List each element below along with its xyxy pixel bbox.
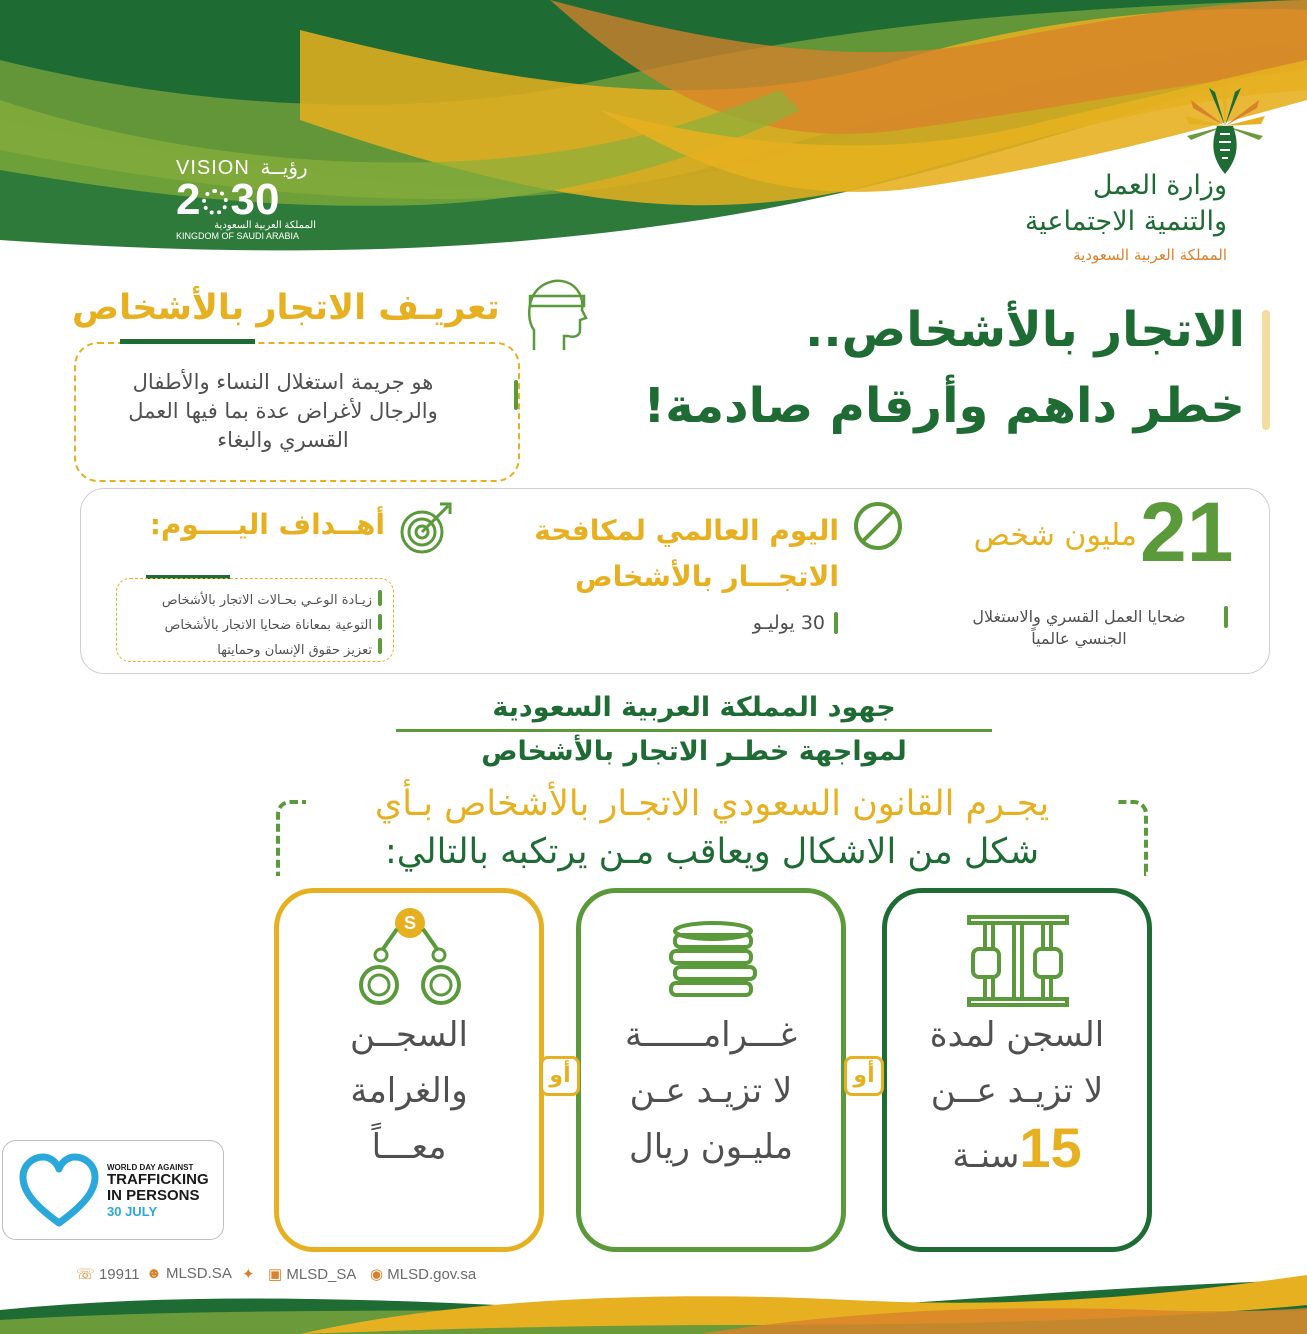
contact-website[interactable] xyxy=(370,1265,476,1283)
goal-accent-bar xyxy=(378,638,382,654)
definition-line1: هو جريمة استغلال النساء والأطفال xyxy=(132,370,434,394)
prison-line2: لا تزيـد عــن xyxy=(930,1071,1104,1111)
world-day-date: 30 يوليـو xyxy=(752,612,825,634)
efforts-divider xyxy=(396,729,992,732)
stat-description xyxy=(940,606,1218,650)
coin-symbol: S xyxy=(403,913,417,933)
contact-instagram-text: MLSD_SA xyxy=(286,1266,357,1283)
ministry-palm-logo-icon xyxy=(1180,86,1270,176)
vision-word: VISION xyxy=(176,157,250,179)
prison-bars-icon xyxy=(965,913,1071,1009)
penalty-card-fine xyxy=(576,888,846,1252)
goal-accent-bar xyxy=(378,614,382,630)
twitter-link[interactable] xyxy=(242,1265,255,1283)
head-profile-icon xyxy=(526,276,588,352)
prison-years-unit: سنـة xyxy=(952,1136,1020,1176)
blue-heart-icon xyxy=(17,1153,101,1229)
snapchat-icon: ☻ xyxy=(146,1265,162,1282)
world-day-date-accent-bar xyxy=(834,612,838,634)
goal-accent-bar xyxy=(378,590,382,606)
stat-desc-line1: ضحايا العمل القسري والاستغلال xyxy=(972,607,1186,626)
contact-instagram[interactable] xyxy=(268,1265,356,1283)
goals-title: أهــداف اليــــوم: xyxy=(149,508,385,541)
or-badge: أو xyxy=(844,1056,884,1096)
definition-line3: القسري والبغاء xyxy=(217,428,349,452)
wdat-line2: TRAFFICKING xyxy=(107,1171,209,1188)
wdat-line4: 30 JULY xyxy=(107,1204,158,1219)
prison-duration xyxy=(887,1115,1147,1180)
goal-item: التوعية بمعاناة ضحايا الاتجار بالأشخاص xyxy=(164,618,372,633)
prison-years-number: 15 xyxy=(1019,1116,1082,1179)
phone-icon: ☏ xyxy=(76,1266,95,1283)
twitter-icon: ✦ xyxy=(242,1266,255,1283)
vision-ruya: رؤيــة xyxy=(260,157,308,179)
law-line1: يجـرم القانون السعودي الاتجـار بالأشخاص بـأي xyxy=(306,784,1118,824)
title-accent-bar xyxy=(1262,310,1270,430)
stat-desc-accent-bar xyxy=(1224,606,1228,628)
coin-stack-icon xyxy=(667,921,759,1005)
efforts-line2: لمواجهة خطـر الاتجار بالأشخاص xyxy=(481,736,907,767)
main-title-line2: خطر داهم وأرقام صادمة! xyxy=(643,378,1245,434)
definition-accent-bar xyxy=(514,380,518,410)
definition-line2: والرجال لأغراض عدة بما فيها العمل xyxy=(128,399,438,423)
vision-year-b: 30 xyxy=(230,175,280,224)
goal-item: تعزيز حقوق الإنسان وحمايتها xyxy=(217,643,372,658)
stat-number: 21 xyxy=(1140,485,1234,579)
prison-line1: السجن لمدة xyxy=(929,1015,1105,1055)
ministry-name-line1: وزارة العمل xyxy=(1092,170,1227,201)
globe-icon: ◉ xyxy=(370,1266,384,1283)
wdat-text xyxy=(107,1163,209,1219)
both-line3: معـــاً xyxy=(371,1127,447,1167)
vision-english-sub: KINGDOM OF SAUDI ARABIA xyxy=(176,231,300,241)
contact-snapchat[interactable] xyxy=(146,1265,232,1282)
contact-phone-text: 19911 xyxy=(98,1266,140,1283)
instagram-icon: ▣ xyxy=(268,1266,283,1283)
ministry-country: المملكة العربية السعودية xyxy=(1073,246,1227,264)
prohibition-icon xyxy=(852,500,904,552)
goals-list xyxy=(126,588,372,663)
contact-snapchat-text: MLSD.SA xyxy=(165,1265,232,1282)
penalty-card-prison xyxy=(882,888,1152,1252)
vision-2030-logo xyxy=(176,155,316,241)
contact-phone[interactable] xyxy=(76,1265,140,1283)
fine-line3: مليـون ريال xyxy=(629,1127,793,1167)
ministry-name-line2: والتنمية الاجتماعية xyxy=(1024,206,1227,237)
both-line2: والغرامة xyxy=(350,1071,468,1111)
main-title-line1: الاتجار بالأشخاص.. xyxy=(805,302,1245,358)
fine-line1: غـــرامــــــة xyxy=(624,1015,798,1055)
world-day-title-line2: الاتجـــار بالأشخاص xyxy=(574,560,839,593)
law-line2: شكل من الاشكال ويعاقب مـن يرتكبه بالتالي: xyxy=(384,832,1040,872)
wdat-line1: WORLD DAY AGAINST xyxy=(107,1163,194,1172)
target-icon xyxy=(396,500,454,558)
vision-emblem-icon xyxy=(202,189,228,215)
vision-arabic-sub: المملكة العربية السعودية xyxy=(214,220,316,231)
fine-line2: لا تزيـد عـن xyxy=(629,1071,793,1111)
both-line1: السجــن xyxy=(350,1015,468,1055)
efforts-line1: جهود المملكة العربية السعودية xyxy=(492,692,896,723)
contact-website-text: MLSD.gov.sa xyxy=(387,1266,477,1283)
or-badge: أو xyxy=(540,1056,580,1096)
definition-heading: تعريـف الاتجار بالأشخاص xyxy=(72,288,500,328)
world-day-title-line1: اليوم العالمي لمكافحة xyxy=(534,514,839,547)
vision-year-a: 2 xyxy=(176,175,201,224)
penalty-card-both xyxy=(274,888,544,1252)
definition-underline xyxy=(120,339,255,344)
stat-desc-line2: الجنسي عالمياً xyxy=(1031,629,1127,648)
wdat-logo-box xyxy=(2,1140,224,1240)
definition-text xyxy=(88,368,478,455)
goal-item: زيـادة الوعـي بحـالات الاتجار بالأشخاص xyxy=(161,593,372,608)
stat-number-label: مليون شخص xyxy=(973,518,1137,553)
wdat-line3: IN PERSONS xyxy=(107,1187,200,1204)
handcuffs-money-icon xyxy=(355,905,465,1009)
